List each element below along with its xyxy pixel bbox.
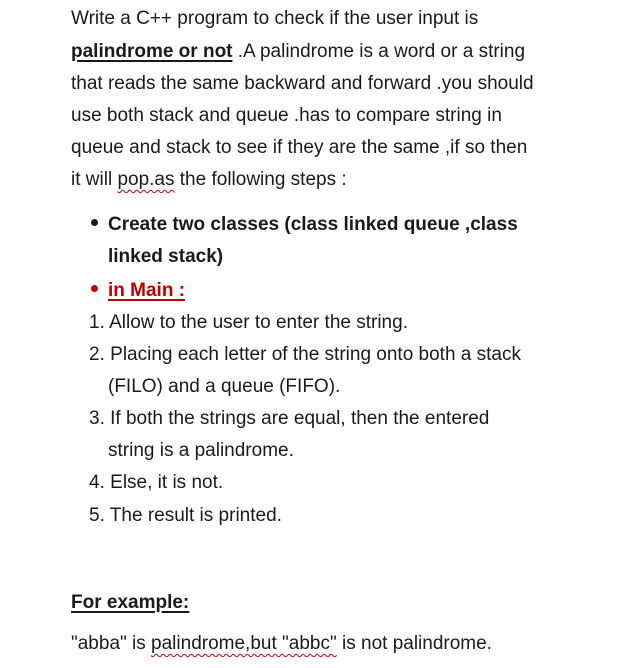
palindrome-or-not-emphasis: palindrome or not: [71, 41, 233, 62]
step-2: 2. Placing each letter of the string onto both a stack: [89, 344, 521, 365]
step-4: 4. Else, it is not.: [89, 472, 224, 493]
bullet-item-main: in Main :: [91, 279, 185, 303]
spellcheck-word: palindrome,but: [151, 633, 277, 654]
intro-line-3: that reads the same backward and forward .you should: [71, 73, 534, 94]
intro-line-1: Write a C++ program to check if the user input is: [71, 8, 479, 29]
bullet-item-classes-cont: linked stack): [108, 246, 224, 267]
bullet-dot-icon: [91, 285, 98, 292]
bullet-item-classes: Create two classes (class linked queue ,class: [91, 213, 518, 237]
step-1: 1. Allow to the user to enter the string.: [89, 312, 408, 333]
spellcheck-word: pop.as: [117, 169, 175, 190]
step-2-cont: (FILO) and a queue (FIFO).: [108, 376, 341, 397]
step-5: 5. The result is printed.: [89, 505, 282, 526]
step-3-cont: string is a palindrome.: [108, 440, 294, 461]
example-heading: For example:: [71, 592, 190, 613]
example-line: "abba" is palindrome,but "abbc" is not palindrome.: [71, 633, 492, 654]
intro-line-4: use both stack and queue .has to compare string in: [71, 105, 502, 126]
bullet-dot-icon: [91, 219, 98, 226]
intro-line-6: it will pop.as the following steps :: [71, 169, 347, 190]
spellcheck-word: "abbc": [276, 633, 337, 654]
intro-line-2: palindrome or not .A palindrome is a word or a string: [71, 41, 526, 62]
step-3: 3. If both the strings are equal, then the entered: [89, 408, 490, 429]
intro-line-5: queue and stack to see if they are the same ,if so then: [71, 137, 528, 158]
